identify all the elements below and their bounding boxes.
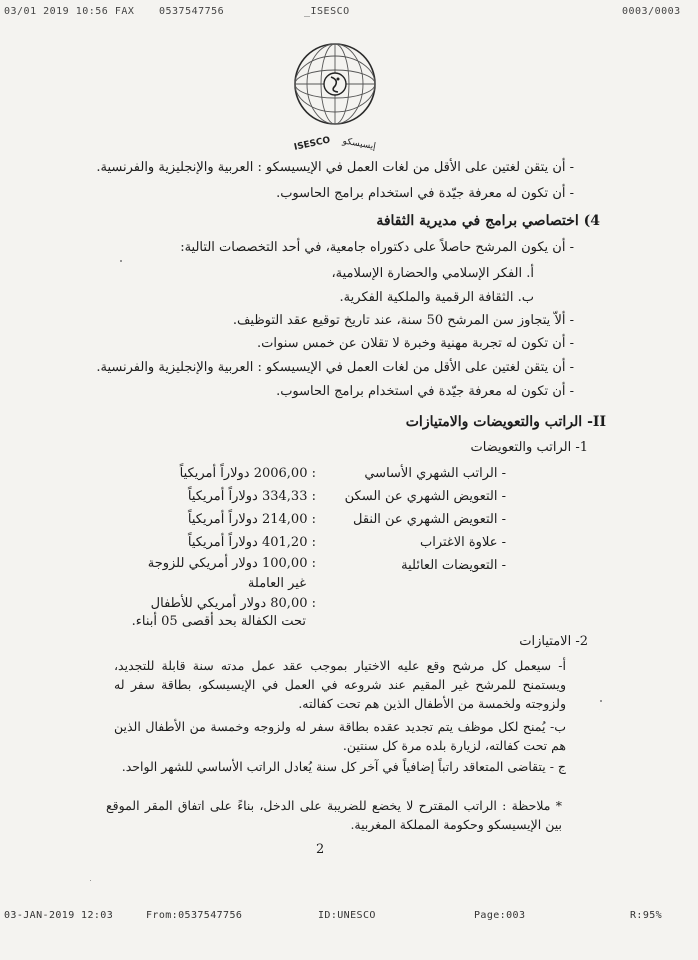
salary-row-label: - التعويض الشهري عن السكن: [344, 489, 506, 504]
benefit-c: ج - يتقاضى المتعاقد راتباً إضافياً في آخر كل سنة يُعادل الراتب الأساسي للشهر الواحد.: [121, 759, 566, 774]
family-children-continuation: تحت الكفالة بحد أقصى 05 أبناء.: [131, 614, 306, 629]
salary-row-label: - التعويضات العائلية: [401, 558, 506, 573]
top-bullet-computer: - أن تكون له معرفة جيّدة في استخدام برامج الحاسوب.: [276, 186, 574, 201]
salary-row-label: - الراتب الشهري الأساسي: [364, 466, 506, 481]
salary-row-value: : 401,20 دولاراً أمريكياً: [187, 535, 316, 550]
section2-heading: II- الراتب والتعويضات والامتيازات: [405, 414, 606, 430]
page-number: 2: [316, 842, 325, 857]
fax-footer-id: ID:UNESCO: [318, 910, 376, 921]
scan-speck: [600, 700, 602, 702]
isesco-logo: [283, 36, 387, 154]
section4-heading: 4) اختصاصي برامج في مديرية الثقافة: [376, 213, 600, 229]
benefit-a: أ- سيعمل كل مرشح وقع عليه الاختيار بموجب عقد عمل مدته سنة قابلة للتجديد، ويستمنح للمرشح غير المقيم عند شروعه في العمل في الإيسيسكو، بطاقة سفر له ولزوجته ولخمسة من الأطفال الذين هم تحت كفالته.: [114, 658, 566, 711]
fax-footer-resolution: R:95%: [630, 910, 663, 921]
benefit-b: ب- يُمنح لكل موظف يتم تجديد عقده بطاقة سفر له ولزوجه وخمسة من الأطفال الذين هم تحت كفالته، لزيارة بلده مرة كل سنتين.: [114, 719, 566, 753]
section4-bullet-computer: - أن تكون له معرفة جيّدة في استخدام برامج الحاسوب.: [276, 384, 574, 399]
salary-row-value: : 2006,00 دولاراً أمريكياً: [179, 466, 316, 481]
salary-row-value: : 214,00 دولاراً أمريكياً: [187, 512, 316, 527]
globe-logo-icon: [283, 36, 387, 154]
section4-bullet-languages: - أن يتقن لغتين على الأقل من لغات العمل في الإيسيسكو : العربية والإنجليزية والفرنسية.: [96, 360, 574, 375]
salary-tax-note: * ملاحظة : الراتب المقترح لا يخضع للضريبة على الدخل، بناءً على اتفاق المقر الموقع بين الإيسيسكو وحكومة المملكة المغربية.: [106, 798, 562, 832]
fax-header-page: 0003/0003: [622, 6, 681, 17]
scan-speck: [90, 880, 91, 881]
section4-spec-b: ب. الثقافة الرقمية والملكية الفكرية.: [339, 290, 534, 305]
fax-header-phone: 0537547756: [159, 6, 225, 17]
fax-footer-from: From:0537547756: [146, 910, 243, 921]
section4-bullet-experience: - أن تكون له تجربة مهنية وخبرة لا تقلان عن خمس سنوات.: [257, 336, 574, 351]
salary-row-value: : 334,33 دولاراً أمريكياً: [187, 489, 316, 504]
section4-bullet-age: - ألاّ يتجاوز سن المرشح 50 سنة، عند تاريخ توقيع عقد التوظيف.: [232, 313, 574, 328]
section2-sub1: 1- الراتب والتعويضات: [470, 440, 588, 455]
scan-speck: [120, 260, 122, 262]
fax-footer-page: Page:003: [474, 910, 526, 921]
top-bullet-languages: - أن يتقن لغتين على الأقل من لغات العمل في الإيسيسكو : العربية والإنجليزية والفرنسية.: [96, 160, 574, 175]
salary-row-label: - التعويض الشهري عن النقل: [352, 512, 506, 527]
family-spouse-continuation: غير العاملة: [247, 576, 306, 591]
section4-spec-a: أ. الفكر الإسلامي والحضارة الإسلامية،: [331, 266, 534, 281]
fax-footer-datetime: 03-JAN-2019 12:03: [4, 910, 114, 921]
section2-sub2: 2- الامتيازات: [519, 634, 588, 649]
fax-header-sender: _ISESCO: [304, 6, 350, 17]
fax-footer: [0, 910, 698, 924]
fax-header: [4, 6, 694, 20]
family-children-value: : 80,00 دولار أمريكي للأطفال: [150, 596, 316, 611]
section4-requirement-doctorate: - أن يكون المرشح حاصلاً على دكتوراه جامعية، في أحد التخصصات التالية:: [180, 240, 574, 255]
salary-row-value: : 100,00 دولار أمريكي للزوجة: [147, 556, 316, 571]
logo-text-latin: ISESCO: [293, 135, 332, 153]
salary-row-label: - علاوة الاغتراب: [419, 535, 506, 550]
fax-header-datetime: 03/01 2019 10:56 FAX: [4, 6, 135, 17]
logo-text-arabic: إيسيسكو: [341, 136, 377, 153]
